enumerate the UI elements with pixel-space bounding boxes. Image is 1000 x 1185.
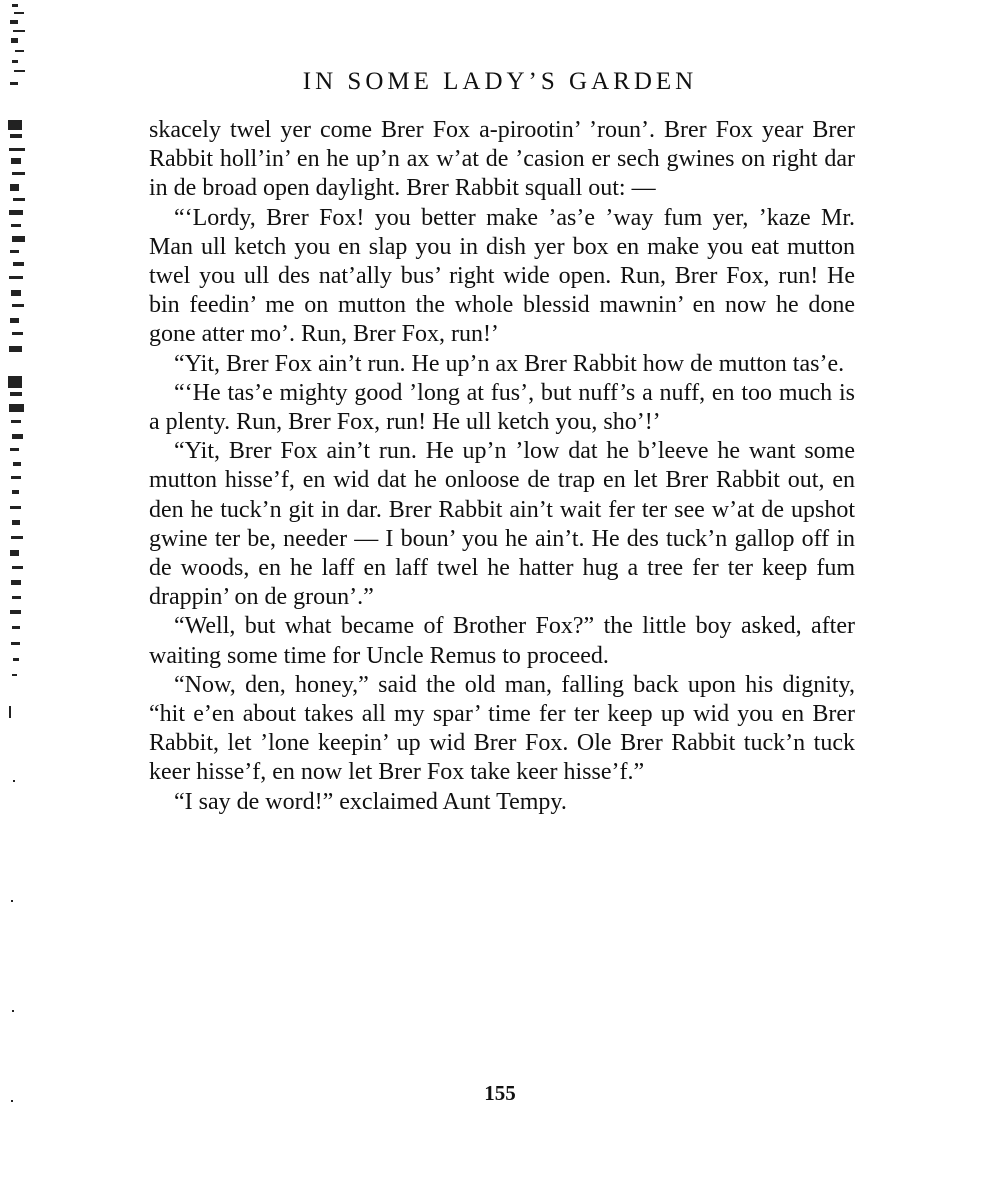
paragraph: skacely twel yer come Brer Fox a-pirootin’ ’roun’. Brer Fox year Brer Rabbit holl’in’ en he up’n ax w’at de ’casion er sech gwines on right dar in de broad open daylight. Brer Rabbit squall out: — xyxy=(149,117,855,202)
paragraph: “Yit, Brer Fox ain’t run. He up’n ’low dat he b’leeve he want some mutton hisse’f, en wid dat he onloose de trap en let Brer Rabbit out, en den he tuck’n git in dar. Brer Rabbit ain’t wait fer ter see w’at de upshot gwine ter be, needer — I boun’ you he ain’t. He des tuck’n gallop off in de woods, en he laff en laff twel he hatter hug a tree fer ter keep fum drappin’ on de groun’.” xyxy=(149,438,855,611)
paragraph: “Yit, Brer Fox ain’t run. He up’n ax Brer Rabbit how de mutton tas’e. xyxy=(174,350,845,377)
paragraph: “‘Lordy, Brer Fox! you better make ’as’e ’way fum yer, ’kaze Mr. Man ull ketch you en slap you in dish yer box en make you eat mutton twel you ull des nat’ally bus’ right wide open. Run, Brer Fox, run! He bin feedin’ me on mutton the whole blessid mawnin’ en now he done gone atter mo’. Run, Brer Fox, run!’ xyxy=(149,204,855,348)
paragraph: “I say de word!” exclaimed Aunt Tempy. xyxy=(174,788,567,815)
paragraph: “Well, but what became of Brother Fox?” the little boy asked, after waiting some time for Uncle Remus to proceed. xyxy=(149,613,855,669)
paragraph: “Now, den, honey,” said the old man, falling back upon his dignity, “hit e’en about takes all my spar’ time fer ter keep up wid you en Brer Rabbit, let ’lone keepin’ up wid Brer Fox. Ole Brer Rabbit tuck’n tuck keer hisse’f, en now let Brer Fox take keer hisse’f.” xyxy=(149,671,855,786)
paragraph: “‘He tas’e mighty good ’long at fus’, but nuff’s a nuff, en too much is a plenty. Run, Brer Fox, run! He ull ketch you, sho’!’ xyxy=(149,379,855,436)
running-header: IN SOME LADY’S GARDEN xyxy=(302,68,698,95)
body-text xyxy=(149,116,855,817)
page-number: 155 xyxy=(484,1081,516,1105)
binding-edge-speckle xyxy=(0,0,40,1185)
